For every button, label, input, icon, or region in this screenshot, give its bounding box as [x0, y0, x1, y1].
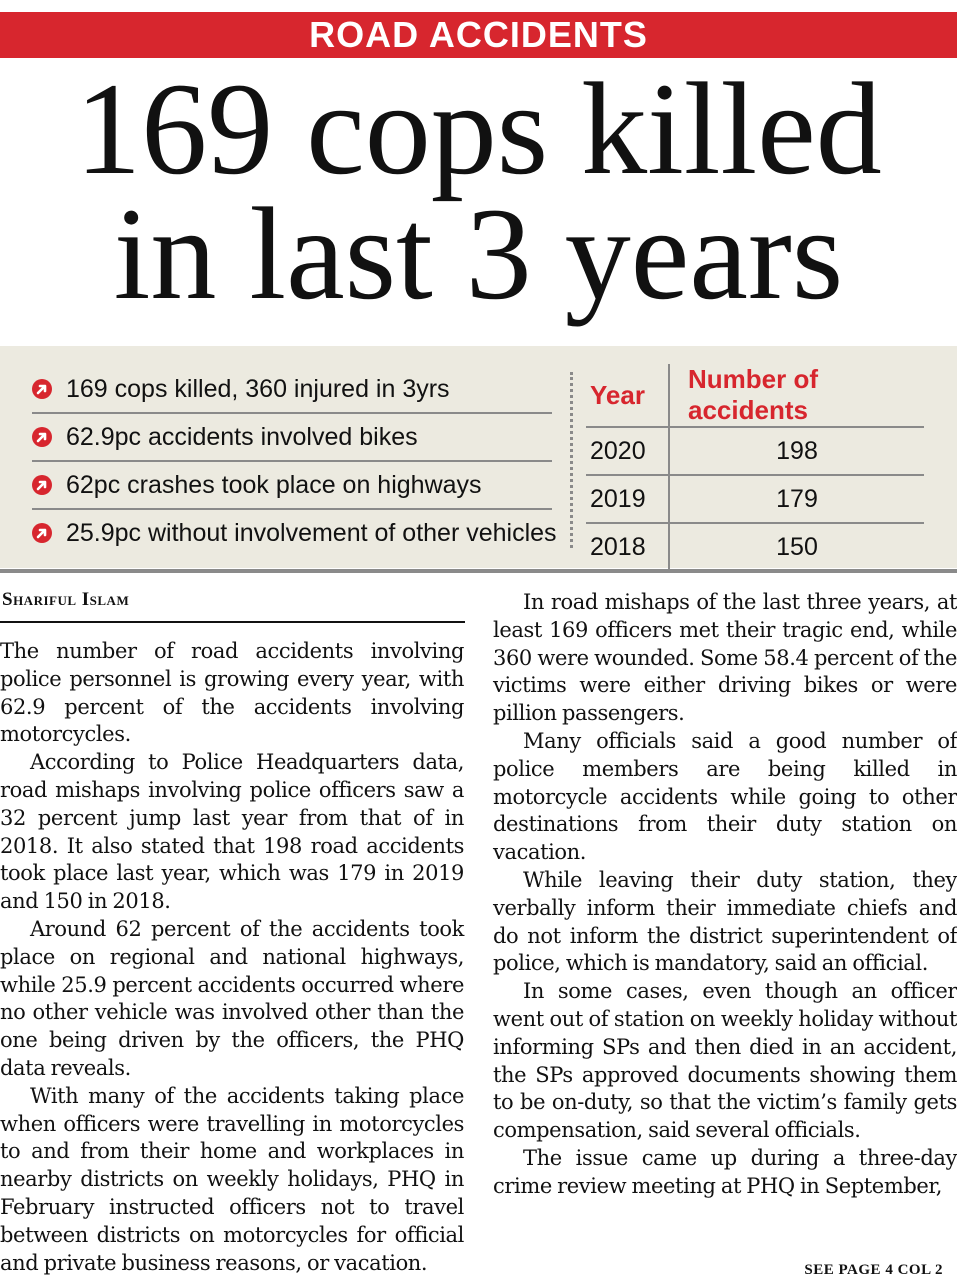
article-column-right [493, 589, 957, 1201]
cell-year: 2020 [586, 427, 669, 475]
headline-line-2: in last 3 years [113, 180, 844, 327]
cell-accidents: 198 [669, 427, 924, 475]
article-column-left [0, 638, 464, 1277]
article-paragraph: In road mishaps of the last three years, at least 169 officers met their tragic end, while 360 were wounded. Some 58.4 percent of the victims were either driving bikes or were pillion passengers. [493, 590, 957, 726]
section-kicker: ROAD ACCIDENTS [0, 12, 957, 58]
cell-accidents: 150 [776, 532, 818, 561]
table-row [586, 427, 924, 475]
article-paragraph: The issue came up during a three-day crime review meeting at PHQ in September, [493, 1145, 957, 1198]
article-paragraph: While leaving their duty station, they verbally inform their immediate chiefs and do not inform the district superintendent of police, which is mandatory, said an official. [493, 867, 957, 976]
byline-rule [0, 621, 465, 623]
highlight-text: 25.9pc without involvement of other vehicles [66, 519, 557, 547]
headline-line-1: 169 cops killed [75, 55, 882, 202]
highlight-text: 62.9pc accidents involved bikes [66, 423, 418, 451]
highlight-item [32, 462, 552, 510]
cell-accidents: 179 [669, 475, 924, 523]
article-paragraph: In some cases, even though an officer went out of station on weekly holiday without informing SPs and then died in an accident, the SPs approved documents showing them to be on-duty, so that the victim’s family gets compensation, said several officials. [493, 979, 957, 1143]
cell-year: 2018 [586, 523, 669, 570]
arrow-circle-icon [32, 475, 52, 495]
box-bottom-rule [0, 569, 957, 573]
cell-year: 2019 [586, 475, 669, 523]
highlight-text: 62pc crashes took place on highways [66, 471, 482, 499]
highlight-text: 169 cops killed, 360 injured in 3yrs [66, 375, 450, 403]
byline: Shariful Islam [2, 589, 130, 610]
highlight-item [32, 366, 552, 414]
highlight-item [32, 414, 552, 462]
continuation-jump-line[interactable]: SEE PAGE 4 COL 2 [804, 1262, 943, 1278]
arrow-circle-icon [32, 427, 52, 447]
highlight-item [32, 510, 557, 556]
article-paragraph: Around 62 percent of the accidents took place on regional and national highways, while 25.9 percent accidents occurred where no other vehicle was involved other than the one being driven by the officers, the PHQ data reveals. [0, 916, 464, 1080]
article-paragraph: The number of road accidents involving police personnel is growing every year, with 62.9 percent of the accidents involving motorcycles. [0, 639, 464, 747]
facts-box [0, 346, 957, 568]
column-header-accidents: Number of accidents [669, 364, 924, 427]
highlights-list [32, 366, 557, 556]
dotted-divider [570, 372, 573, 548]
page-headline [0, 55, 957, 327]
table-row [586, 475, 924, 523]
article-paragraph: According to Police Headquarters data, road mishaps involving police officers saw a 32 percent jump last year from that of in 2018. It also stated that 198 road accidents took place last year, which was 179 in 2019 and 150 in 2018. [0, 750, 464, 914]
article-paragraph: With many of the accidents taking place when officers were travelling in motorcycles to and from their home and workplaces in nearby districts on weekly holidays, PHQ in February instructed officers not to travel between districts on motorcycles for official and private business reasons, or vacation. [0, 1083, 464, 1275]
arrow-circle-icon [32, 523, 52, 543]
table-header-row [586, 364, 924, 427]
arrow-circle-icon [32, 379, 52, 399]
accidents-table [586, 364, 924, 570]
article-paragraph: Many officials said a good number of police members are being killed in motorcycle accidents while going to other destinations from their duty station on vacation. [493, 728, 957, 865]
column-header-year: Year [586, 364, 669, 427]
table-row [586, 523, 924, 570]
